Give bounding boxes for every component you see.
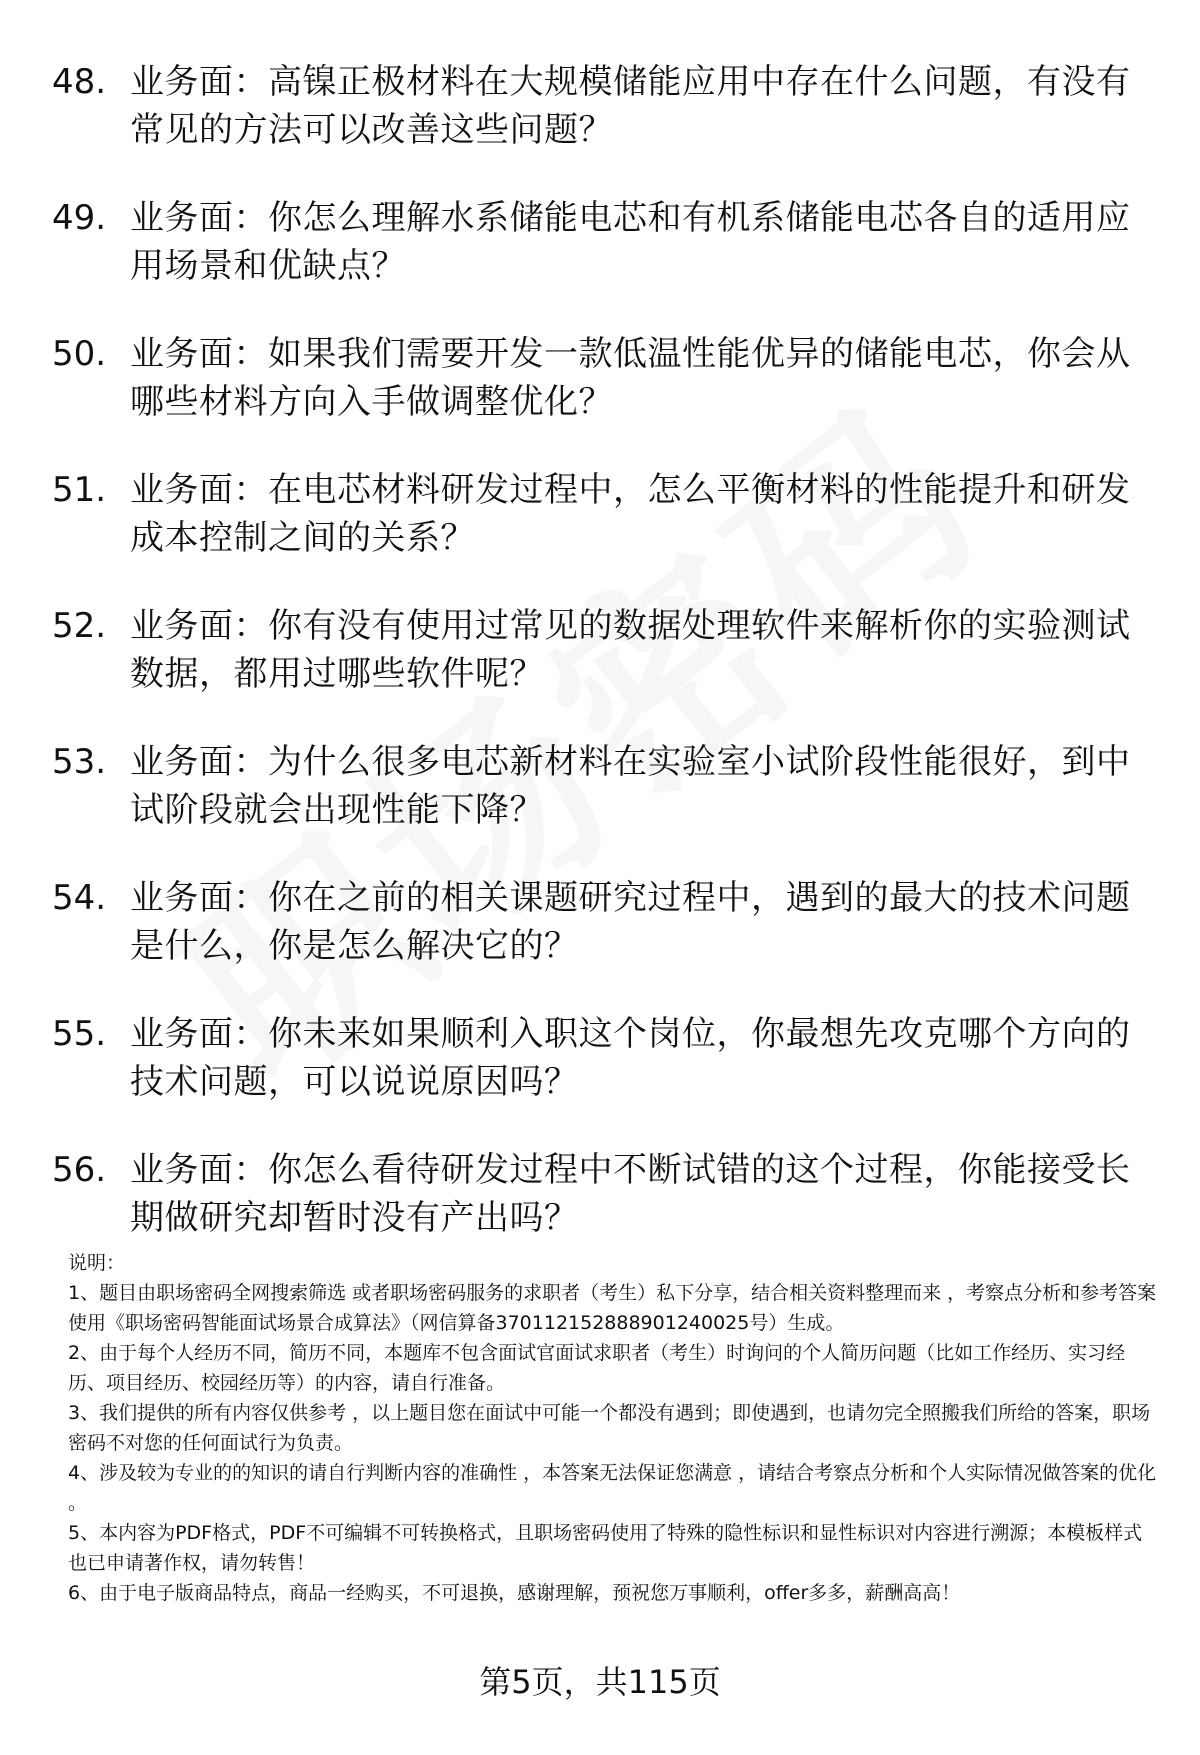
question-item [52, 1010, 1152, 1106]
note-item: 2、由于每个人经历不同，简历不同，本题库不包含面试官面试求职者（考生）时询问的个人简历问题（比如工作经历、实习经历、项目经历、校园经历等）的内容，请自行准备。 [68, 1342, 1126, 1394]
question-item [52, 738, 1152, 834]
question-item [52, 602, 1152, 698]
question-text: 业务面：你怎么看待研发过程中不断试错的这个过程，你能接受长期做研究却暂时没有产出吗？ [130, 1150, 1131, 1238]
notes-section [68, 1248, 1158, 1608]
question-text: 业务面：高镍正极材料在大规模储能应用中存在什么问题，有没有常见的方法可以改善这些问题？ [130, 62, 1131, 150]
question-number: 50. [52, 334, 107, 374]
question-number: 56. [52, 1150, 107, 1190]
question-item [52, 466, 1152, 562]
question-number: 54. [52, 878, 107, 918]
question-text: 业务面：如果我们需要开发一款低温性能优异的储能电芯，你会从哪些材料方向入手做调整优化？ [130, 334, 1131, 422]
question-number: 51. [52, 470, 107, 510]
question-item [52, 194, 1152, 290]
question-text: 业务面：你有没有使用过常见的数据处理软件来解析你的实验测试数据，都用过哪些软件呢？ [130, 606, 1131, 694]
note-item: 4、涉及较为专业的的知识的请自行判断内容的准确性 ，本答案无法保证您满意 ，请结合考察点分析和个人实际情况做答案的优化 。 [68, 1462, 1157, 1514]
question-text: 业务面：你未来如果顺利入职这个岗位，你最想先攻克哪个方向的技术问题，可以说说原因吗？ [130, 1014, 1131, 1102]
note-item: 3、我们提供的所有内容仅供参考 ，以上题目您在面试中可能一个都没有遇到；即使遇到，也请勿完全照搬我们所给的答案，职场密码不对您的任何面试行为负责。 [68, 1402, 1151, 1454]
question-number: 53. [52, 742, 107, 782]
question-item [52, 874, 1152, 970]
note-item: 6、由于电子版商品特点，商品一经购买，不可退换，感谢理解，预祝您万事顺利，offer多多，薪酬高高！ [68, 1582, 961, 1604]
question-number: 52. [52, 606, 107, 646]
notes-heading: 说明： [68, 1252, 126, 1274]
question-list [52, 58, 1152, 1282]
note-item: 5、本内容为PDF格式，PDF不可编辑不可转换格式，且职场密码使用了特殊的隐性标识和显性标识对内容进行溯源；本模板样式也已申请著作权，请勿转售！ [68, 1522, 1143, 1574]
question-text: 业务面：为什么很多电芯新材料在实验室小试阶段性能很好，到中试阶段就会出现性能下降？ [130, 742, 1131, 830]
question-text: 业务面：你怎么理解水系储能电芯和有机系储能电芯各自的适用应用场景和优缺点？ [130, 198, 1131, 286]
question-number: 48. [52, 62, 107, 102]
question-number: 49. [52, 198, 107, 238]
page-number: 第5页，共115页 [479, 1663, 721, 1701]
question-item [52, 58, 1152, 154]
question-item [52, 330, 1152, 426]
question-text: 业务面：在电芯材料研发过程中，怎么平衡材料的性能提升和研发成本控制之间的关系？ [130, 470, 1131, 558]
question-number: 55. [52, 1014, 107, 1054]
question-item [52, 1146, 1152, 1242]
note-item: 1、题目由职场密码全网搜索筛选 或者职场密码服务的求职者（考生）私下分享，结合相关资料整理而来 ，考察点分析和参考答案使用《职场密码智能面试场景合成算法》（网信算备370112152888901240025号）生成。 [68, 1282, 1157, 1334]
question-text: 业务面：你在之前的相关课题研究过程中，遇到的最大的技术问题是什么，你是怎么解决它的？ [130, 878, 1131, 966]
